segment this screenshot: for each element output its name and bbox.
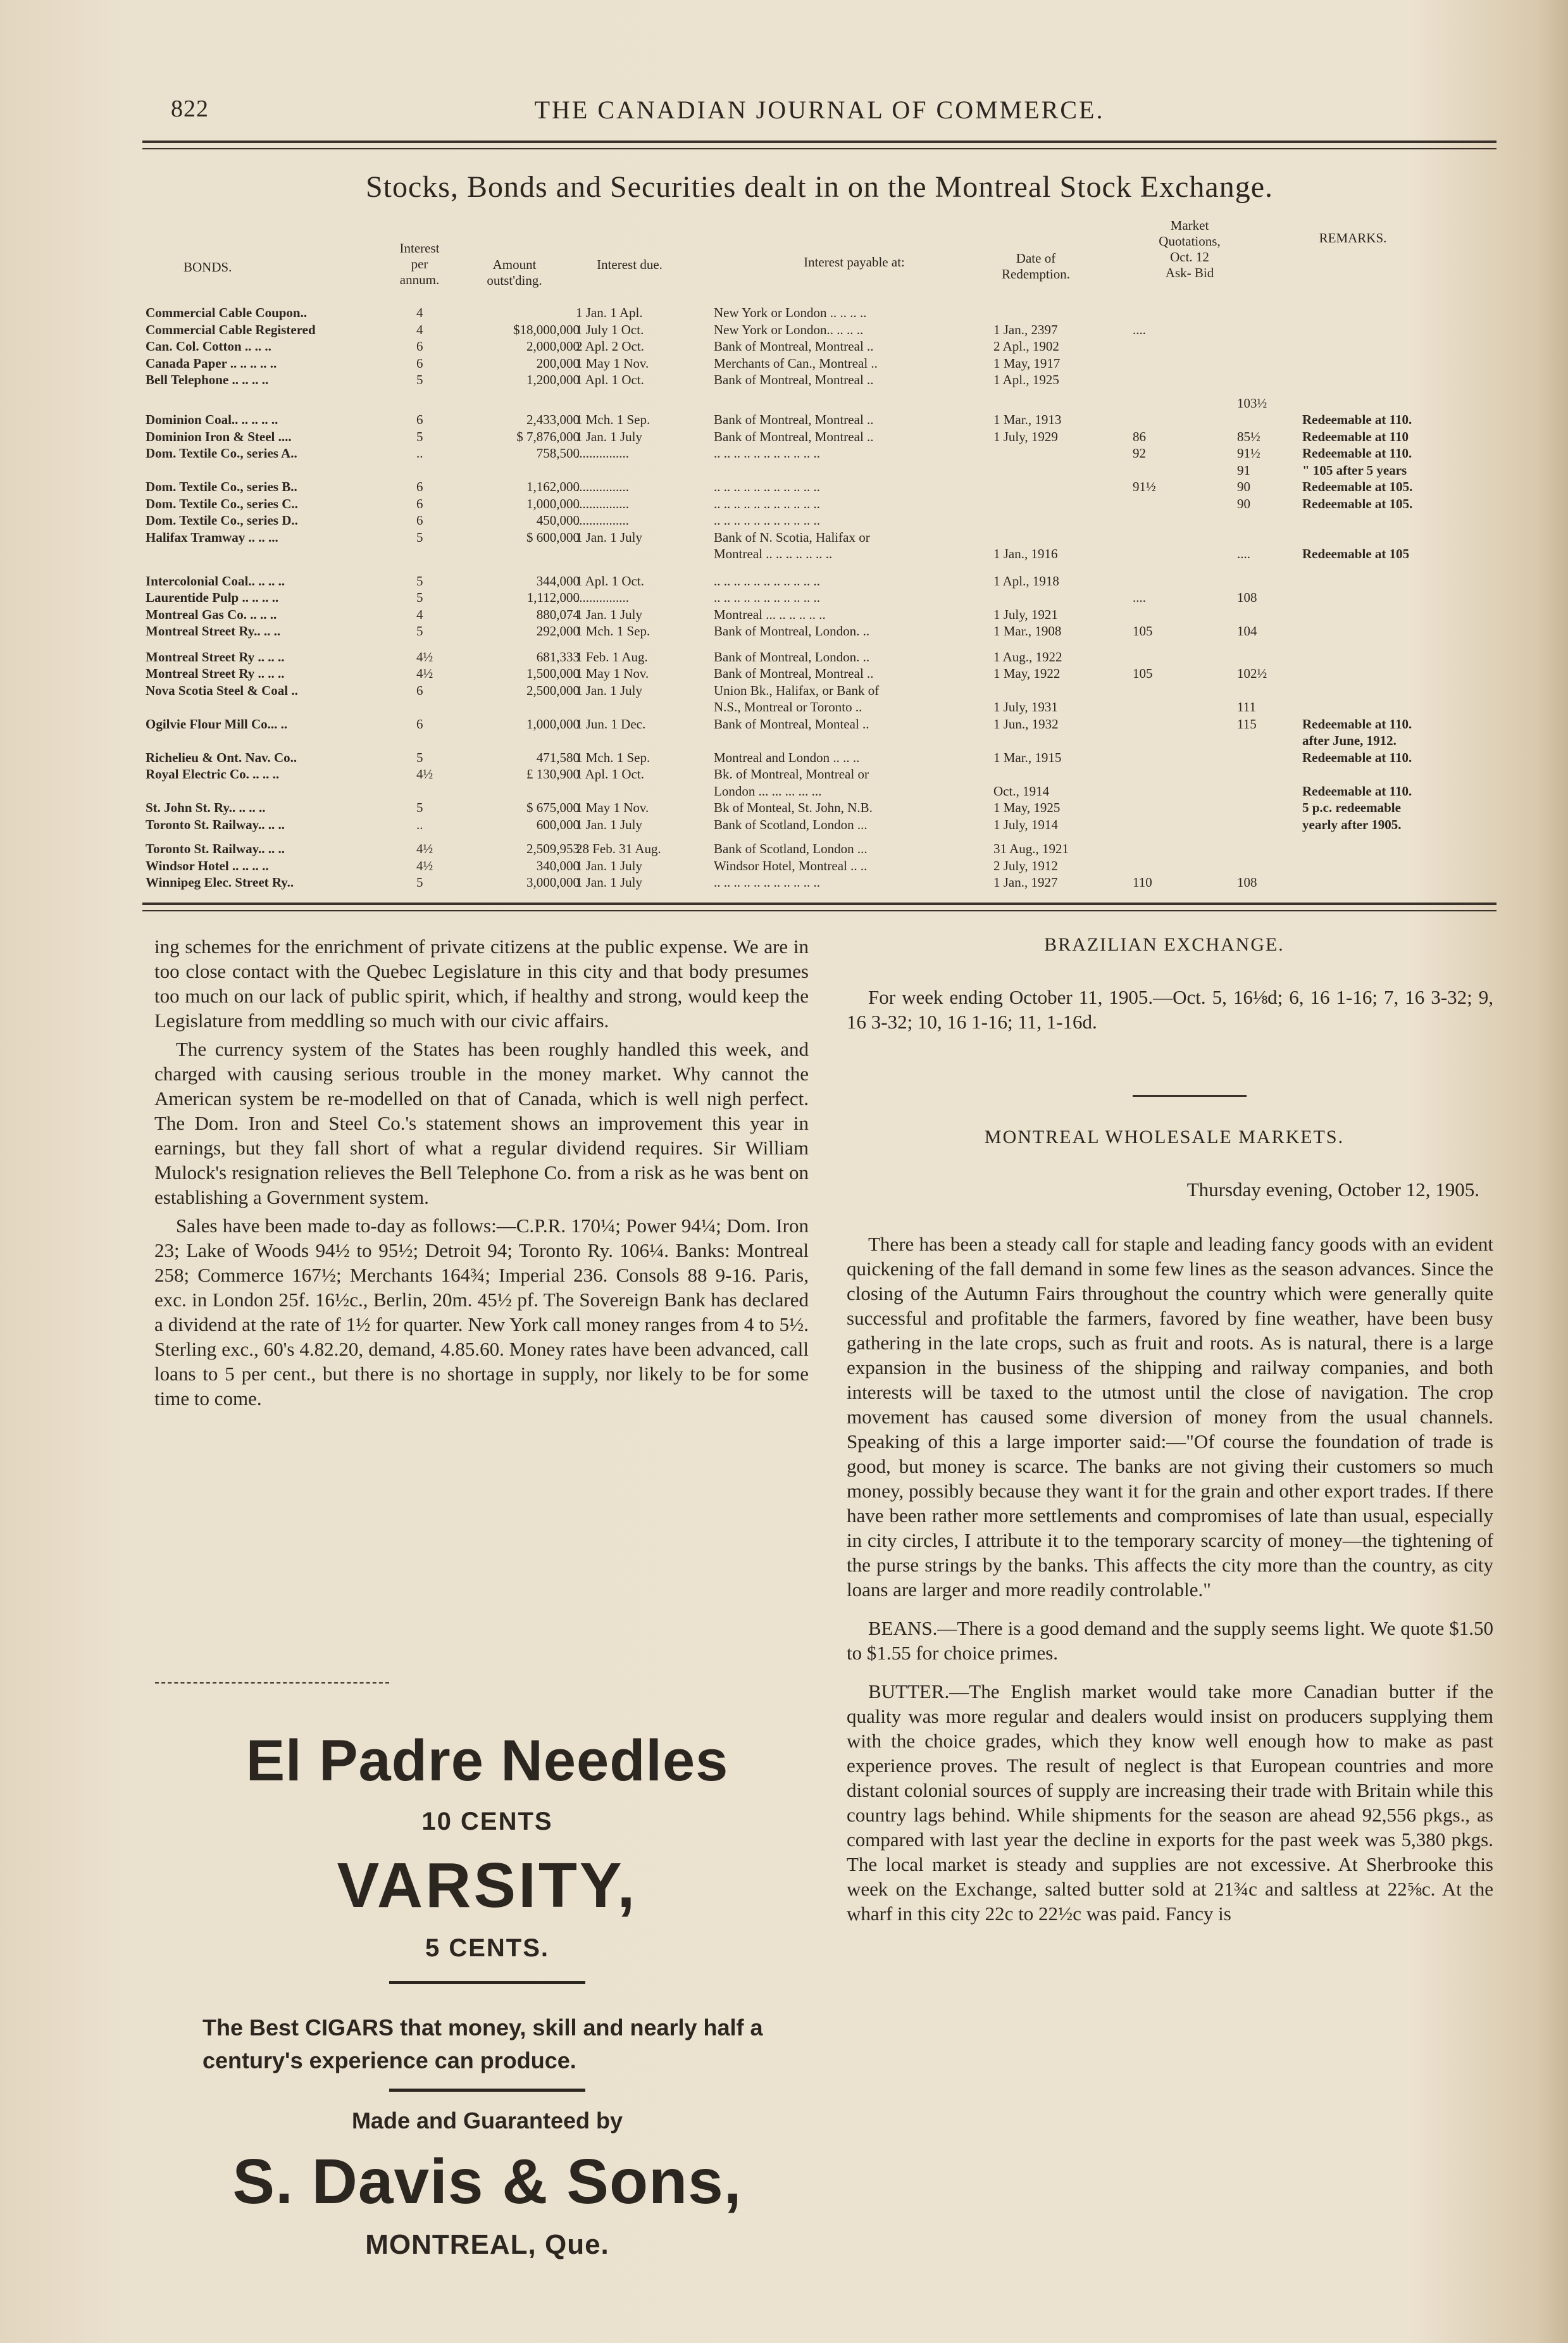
bond-interest-due: 1 Mch. 1 Sep. — [576, 749, 650, 765]
bond-payable-at: Bank of Montreal, Montreal .. — [714, 339, 874, 354]
bond-redemption: 1 Jun., 1932 — [993, 716, 1059, 732]
col-head-redemption-l2: Redemption. — [1002, 266, 1070, 282]
bond-name: Winnipeg Elec. Street Ry.. — [146, 875, 294, 890]
bond-name: Halifax Tramway .. .. ... — [146, 529, 278, 545]
bond-interest-due: 1 Mch. 1 Sep. — [576, 623, 650, 639]
bond-payable-at: London ... ... ... ... ... — [714, 783, 822, 799]
bond-interest: 5 — [416, 372, 423, 387]
bond-interest-due: 1 Apl. 1 Oct. — [576, 766, 644, 782]
bond-interest: 4 — [416, 606, 423, 622]
bond-name: Laurentide Pulp .. .. .. .. — [146, 590, 279, 605]
col-head-market-l1: Market — [1170, 218, 1209, 233]
brazilian-exchange-title: BRAZILIAN EXCHANGE. — [1044, 934, 1285, 955]
bond-name: Bell Telephone .. .. .. .. — [146, 372, 269, 387]
wholesale-markets-title: MONTREAL WHOLESALE MARKETS. — [984, 1127, 1345, 1147]
bond-payable-at: .. .. .. .. .. .. .. .. .. .. .. — [714, 573, 820, 589]
bond-remarks: Redeemable at 105. — [1302, 479, 1413, 494]
bond-redemption: 1 July, 1929 — [993, 428, 1058, 444]
col-head-payable: Interest payable at: — [804, 254, 905, 270]
bond-payable-at: .. .. .. .. .. .. .. .. .. .. .. — [714, 590, 820, 605]
bond-redemption: 1 July, 1914 — [993, 816, 1058, 832]
col-head-amount-l2: outst'ding. — [487, 273, 542, 288]
bond-ask: .... — [1133, 322, 1146, 337]
bond-interest: 6 — [416, 496, 423, 511]
table-row — [146, 800, 1500, 816]
bond-payable-at: .. .. .. .. .. .. .. .. .. .. .. — [714, 875, 820, 890]
table-row — [146, 496, 1500, 512]
bond-remarks: Redeemable at 110. — [1302, 412, 1412, 427]
table-row — [146, 750, 1500, 766]
bond-redemption: Oct., 1914 — [993, 783, 1050, 799]
bond-ask: 86 — [1133, 428, 1146, 444]
table-row — [146, 356, 1500, 372]
col-head-market-l2: Quotations, — [1159, 234, 1221, 249]
bond-name: Commercial Cable Coupon.. — [146, 305, 308, 320]
bond-payable-at: Bank of Scotland, London ... — [714, 841, 868, 856]
bond-name: Toronto St. Railway.. .. .. — [146, 841, 285, 856]
bond-amount: 200,000 — [536, 355, 580, 371]
header-rule — [142, 141, 1496, 149]
bond-bid: 104 — [1237, 623, 1257, 639]
bond-payable-at: Montreal ... .. .. .. .. .. — [714, 606, 826, 622]
ad-brand-el-padre: El Padre Needles — [246, 1728, 729, 1793]
bond-interest-due: 1 Jan. 1 July — [576, 816, 642, 832]
table-row — [146, 429, 1500, 445]
ad-tagline: The Best CIGARS that money, skill and nearly half a century's experience can produce. — [202, 2015, 763, 2073]
bond-interest: 6 — [416, 355, 423, 371]
bond-redemption: 1 Jan., 1927 — [993, 875, 1058, 890]
bond-amount: 3,000,000 — [526, 875, 580, 890]
bond-name: Dom. Textile Co., series A.. — [146, 446, 297, 461]
bond-redemption: 1 July, 1931 — [993, 699, 1058, 715]
bond-remarks: Redeemable at 110. — [1302, 446, 1412, 461]
bond-amount: 1,000,000 — [526, 496, 580, 511]
bond-interest: 4 — [416, 305, 423, 320]
col-head-interest-l3: annum. — [399, 272, 440, 287]
bond-payable-at: Bank of Montreal, Montreal .. — [714, 372, 874, 387]
table-row — [146, 766, 1500, 782]
bond-interest-due: 1 Feb. 1 Aug. — [576, 649, 648, 665]
bond-amount: 2,509,953 — [526, 841, 580, 856]
bond-name: Nova Scotia Steel & Coal .. — [146, 682, 298, 698]
bond-payable-at: .. .. .. .. .. .. .. .. .. .. .. — [714, 446, 820, 461]
bond-payable-at: Bank of Montreal, Montreal .. — [714, 412, 874, 427]
wholesale-markets-text — [847, 1232, 1493, 1930]
table-row — [146, 463, 1500, 478]
bond-amount: 2,000,000 — [526, 339, 580, 354]
col-head-remarks: REMARKS. — [1319, 230, 1387, 246]
bond-amount: 758,500 — [536, 446, 580, 461]
bond-interest-due: 1 Jan. 1 July — [576, 529, 642, 545]
bond-interest-due: 1 Apl. 1 Oct. — [576, 372, 644, 387]
bond-amount: 1,112,000 — [526, 590, 580, 605]
bond-name: Richelieu & Ont. Nav. Co.. — [146, 749, 297, 765]
bond-interest: 4½ — [416, 858, 433, 873]
table-row — [146, 446, 1500, 461]
bond-interest: 6 — [416, 412, 423, 427]
bond-interest-due: 28 Feb. 31 Aug. — [576, 841, 661, 856]
bond-remarks: Redeemable at 110. — [1302, 783, 1412, 799]
bond-ask: 110 — [1133, 875, 1152, 890]
bond-payable-at: N.S., Montreal or Toronto .. — [714, 699, 862, 715]
table-row — [146, 546, 1500, 562]
table-row — [146, 513, 1500, 528]
bond-remarks: after June, 1912. — [1302, 733, 1397, 748]
table-row — [146, 649, 1500, 665]
bond-amount: 344,000 — [536, 573, 580, 589]
left-paragraph-2: The currency system of the States has been roughly handled this week, and charged with causing serious trouble in the money market. Why cannot the American system be re-modelled on that of Canada, which is well nigh perfect. The Dom. Iron and Steel Co.'s statement shows an improvement this year in earnings, but they fall short of what a regular dividend requires. Sir William Mulock's resignation relieves the Bell Telephone Co. from a risk as he was bent on establishing a Government system. — [154, 1038, 809, 1208]
bond-interest: 5 — [416, 590, 423, 605]
bond-ask: 105 — [1133, 666, 1153, 681]
bond-ask: 92 — [1133, 446, 1146, 461]
bond-redemption: 1 Mar., 1913 — [993, 412, 1062, 427]
bond-amount: 1,200,000 — [526, 372, 580, 387]
table-row — [146, 623, 1500, 639]
table-row — [146, 573, 1500, 589]
bond-payable-at: .. .. .. .. .. .. .. .. .. .. .. — [714, 496, 820, 511]
bond-interest-due: 1 Mch. 1 Sep. — [576, 412, 650, 427]
bond-ask: .... — [1133, 590, 1146, 605]
bond-interest-due: 1 Jan. 1 July — [576, 858, 642, 873]
table-row — [146, 666, 1500, 682]
bond-interest: 5 — [416, 800, 423, 815]
bond-name: Ogilvie Flour Mill Co... .. — [146, 716, 288, 732]
bond-interest-due: 1 Jan. 1 July — [576, 428, 642, 444]
ad-price-1: 10 CENTS — [421, 1808, 553, 1835]
bond-amount: $ 675,000 — [526, 800, 580, 815]
bond-interest-due: 1 Jan. 1 July — [576, 682, 642, 698]
journal-title: THE CANADIAN JOURNAL OF COMMERCE. — [534, 96, 1105, 124]
bond-name: Can. Col. Cotton .. .. .. — [146, 339, 271, 354]
bond-payable-at: Montreal .. .. .. .. .. .. .. — [714, 546, 833, 561]
bond-name: Canada Paper .. .. .. .. .. — [146, 355, 277, 371]
bond-bid: 90 — [1237, 479, 1250, 494]
bond-name: Intercolonial Coal.. .. .. .. — [146, 573, 285, 589]
bond-payable-at: Montreal and London .. .. .. — [714, 749, 860, 765]
bond-interest-due: ................ — [576, 446, 629, 461]
table-row — [146, 305, 1500, 321]
bond-redemption: 2 July, 1912 — [993, 858, 1058, 873]
table-row — [146, 683, 1500, 699]
section-title: Stocks, Bonds and Securities dealt in on the Montreal Stock Exchange. — [365, 170, 1274, 204]
markets-paragraph-butter: BUTTER.—The English market would take more Canadian butter if the quality was more regular and dealers would insist on producers supplying them with the choice grades, which they know well enough how to make as past experience proves. The result of neglect is that European countries and more distant colonial sources of supply are increasing their trade with Britain while this country lags behind. While shipments for the season are ahead 92,556 pkgs., as compared with last year the decline in exports for the past week was 5,380 pkgs. The local market is steady and supplies are not excessive. At Sherbrooke this week on the Exchange, salted butter sold at 21¾c and saltless at 22⅝c. At the wharf in this city 22c to 22½c was paid. Fancy is — [847, 1680, 1493, 1925]
bond-interest-due: ................ — [576, 513, 629, 528]
ad-brand-varsity: VARSITY, — [337, 1850, 638, 1921]
bond-name: St. John St. Ry.. .. .. .. — [146, 800, 266, 815]
bond-name: Dom. Textile Co., series C.. — [146, 496, 298, 511]
bond-interest: 4½ — [416, 766, 433, 782]
col-head-bonds: BONDS. — [184, 259, 232, 275]
col-head-amount — [467, 257, 562, 289]
bond-remarks: Redeemable at 110. — [1302, 749, 1412, 765]
bond-payable-at: New York or London.. .. .. .. — [714, 322, 864, 337]
bond-bid: 108 — [1237, 590, 1257, 605]
bond-payable-at: Bank of Montreal, Monteal .. — [714, 716, 869, 732]
ad-maker: S. Davis & Sons, — [232, 2146, 742, 2217]
bond-name: Montreal Street Ry.. .. .. — [146, 623, 281, 639]
bond-redemption: 1 Apl., 1918 — [993, 573, 1059, 589]
bond-payable-at: Union Bk., Halifax, or Bank of — [714, 682, 880, 698]
table-row — [146, 339, 1500, 354]
brazilian-exchange-text — [847, 985, 1493, 1038]
bond-payable-at: Bank of Montreal, Montreal .. — [714, 428, 874, 444]
bond-interest: .. — [416, 816, 423, 832]
ad-city: MONTREAL, Que. — [365, 2229, 609, 2260]
bond-payable-at: Merchants of Can., Montreal .. — [714, 355, 878, 371]
bond-redemption: 1 May, 1917 — [993, 355, 1061, 371]
bond-interest: 5 — [416, 749, 423, 765]
col-head-amount-l1: Amount — [492, 257, 537, 272]
bond-remarks: Redeemable at 110. — [1302, 716, 1412, 732]
table-row — [146, 858, 1500, 874]
bond-amount: $ 600,000 — [526, 529, 580, 545]
bond-redemption: 1 Mar., 1908 — [993, 623, 1062, 639]
bond-interest: 5 — [416, 875, 423, 890]
bond-redemption: 1 Jan., 1916 — [993, 546, 1058, 561]
bond-bid: 85½ — [1237, 428, 1260, 444]
bond-bid: 108 — [1237, 875, 1257, 890]
bond-amount: 600,000 — [536, 816, 580, 832]
bond-interest: 4½ — [416, 841, 433, 856]
bond-amount: £ 130,900 — [526, 766, 580, 782]
bond-interest: 4½ — [416, 649, 433, 665]
bond-remarks: Redeemable at 105 — [1302, 546, 1410, 561]
bond-name: Montreal Gas Co. .. .. .. — [146, 606, 277, 622]
bond-interest-due: ................ — [576, 496, 629, 511]
bond-redemption: 1 Jan., 2397 — [993, 322, 1058, 337]
bond-bid: 103½ — [1237, 395, 1267, 411]
dateline: Thursday evening, October 12, 1905. — [1186, 1178, 1479, 1201]
col-head-interest-l1: Interest — [399, 241, 440, 256]
bond-interest-due: 1 May 1 Nov. — [576, 666, 649, 681]
bond-payable-at: .. .. .. .. .. .. .. .. .. .. .. — [714, 479, 820, 494]
bond-redemption: 1 Apl., 1925 — [993, 372, 1059, 387]
bond-interest-due: 1 Jan. 1 July — [576, 606, 642, 622]
table-row — [146, 817, 1500, 833]
bond-name: Toronto St. Railway.. .. .. — [146, 816, 285, 832]
ad-divider — [155, 1682, 389, 1684]
bond-name: Dom. Textile Co., series D.. — [146, 513, 298, 528]
bond-amount: 1,000,000 — [526, 716, 580, 732]
bond-interest: 5 — [416, 573, 423, 589]
bond-redemption: 2 Apl., 1902 — [993, 339, 1059, 354]
bond-payable-at: Bank of Scotland, London ... — [714, 816, 868, 832]
bond-interest-due: 1 July 1 Oct. — [576, 322, 644, 337]
bond-bid: 115 — [1237, 716, 1257, 732]
table-row — [146, 716, 1500, 732]
bond-amount: $ 7,876,000 — [516, 428, 580, 444]
bond-interest: 6 — [416, 513, 423, 528]
ad-made-by: Made and Guaranteed by — [351, 2108, 623, 2134]
ad-rule-1 — [389, 1981, 585, 1984]
markets-paragraph-beans: BEANS.—There is a good demand and the supply seems light. We quote $1.50 to $1.55 for choice primes. — [847, 1617, 1493, 1664]
bond-interest: 6 — [416, 716, 423, 732]
table-row — [146, 784, 1500, 799]
table-row — [146, 479, 1500, 495]
brazilian-paragraph: For week ending October 11, 1905.—Oct. 5, 16⅛d; 6, 16 1-16; 7, 16 3-32; 9, 16 3-32; 10, 16 1-16; 11, 1-16d. — [847, 986, 1493, 1033]
bond-interest: 6 — [416, 682, 423, 698]
bond-interest-due: 1 Apl. 1 Oct. — [576, 573, 644, 589]
bond-name: Commercial Cable Registered — [146, 322, 316, 337]
bond-bid: 102½ — [1237, 666, 1267, 681]
bond-interest-due: 1 May 1 Nov. — [576, 355, 649, 371]
bond-amount: $18,000,000 — [513, 322, 580, 337]
bond-interest: 6 — [416, 479, 423, 494]
bond-remarks: Redeemable at 110 — [1302, 428, 1409, 444]
left-paragraph-3: Sales have been made to-day as follows:—C.P.R. 170¼; Power 94¼; Dom. Iron 23; Lake of Woods 94½ to 95½; Detroit 94; Toronto Ry. 106¼. Banks: Montreal 258; Commerce 167½; Merchants 164¾; Imperial 236. Consols 88 9-16. Paris, exc. in London 25f. 16½c., Berlin, 20m. 45½ pf. The Sovereign Bank has declared a dividend at the rate of 1½ for quarter. New York call money ranges from 4 to 5½. Sterling exc., 60's 4.82.20, demand, 4.85.60. Money rates have been advanced, call loans to 5 per cent., but there is no shortage in supply, nor likely to be for some time to come. — [154, 1215, 809, 1409]
bond-name: Dominion Iron & Steel .... — [146, 428, 292, 444]
bond-remarks: " 105 after 5 years — [1302, 462, 1407, 478]
bond-amount: 2,500,000 — [526, 682, 580, 698]
col-head-interest — [391, 241, 448, 288]
bond-redemption: 1 May, 1925 — [993, 800, 1061, 815]
page-header — [146, 95, 1493, 133]
bond-interest-due: 2 Apl. 2 Oct. — [576, 339, 644, 354]
bond-interest: 5 — [416, 623, 423, 639]
bond-interest-due: ................ — [576, 590, 629, 605]
table-row — [146, 530, 1500, 546]
bond-redemption: 31 Aug., 1921 — [993, 841, 1069, 856]
bond-interest-due: ................ — [576, 479, 629, 494]
ad-price-2: 5 CENTS. — [425, 1934, 550, 1962]
bond-bid: .... — [1237, 546, 1250, 561]
col-head-market-l3: Oct. 12 — [1170, 249, 1209, 265]
bond-interest-due: 1 May 1 Nov. — [576, 800, 649, 815]
bond-name: Royal Electric Co. .. .. .. — [146, 766, 280, 782]
bond-name: Montreal Street Ry .. .. .. — [146, 666, 285, 681]
markets-paragraph-1: There has been a steady call for staple and leading fancy goods with an evident quickening of the fall demand in some few lines as the season advances. Since the closing of the Autumn Fairs throughout the country which were generally quite successful and profitable the farmers, favored by fine weather, have been busy gathering in the late crops, such as fruit and roots. As is natural, there is a large expansion in the business of the shipping and railway companies, and both interests will be taxed to the utmost until the close of navigation. The crop movement has caused some diversion of money from the usual channels. Speaking of this a large importer said:—"Of course the foundation of trade is good, but money is scarce. The banks are not giving their customers so much money, possibly because they want it for the grain and other export trades. If there have been rather more settlements and compromises of late than usual, especially in city circles, I attribute it to the temporary scarcity of money—the tightening of the purse strings by the banks. This affects the city more than the country, as city loans are larger and more readily controlable." — [847, 1233, 1493, 1601]
table-row — [146, 322, 1500, 338]
bond-payable-at: New York or London .. .. .. .. — [714, 305, 867, 320]
bond-interest: 4 — [416, 322, 423, 337]
table-row — [146, 607, 1500, 623]
bond-ask: 91½ — [1133, 479, 1156, 494]
bond-name: Montreal Street Ry .. .. .. — [146, 649, 285, 665]
bond-bid: 91½ — [1237, 446, 1260, 461]
bond-interest-due: 1 Jan. 1 Apl. — [576, 305, 643, 320]
bond-name: Dominion Coal.. .. .. .. .. — [146, 412, 278, 427]
bond-ask: 105 — [1133, 623, 1153, 639]
bond-interest: 4½ — [416, 666, 433, 681]
bond-bid: 111 — [1237, 699, 1256, 715]
bond-amount: 450,000 — [536, 513, 580, 528]
bond-payable-at: Bank of N. Scotia, Halifax or — [714, 529, 870, 545]
bond-interest-due: 1 Jan. 1 July — [576, 875, 642, 890]
bond-remarks: yearly after 1905. — [1302, 816, 1402, 832]
table-row — [146, 590, 1500, 606]
bond-payable-at: Bank of Montreal, London. .. — [714, 623, 870, 639]
bond-payable-at: Bk. of Montreal, Montreal or — [714, 766, 869, 782]
col-head-market-l4: Ask- Bid — [1165, 265, 1214, 280]
bond-payable-at: Windsor Hotel, Montreal .. .. — [714, 858, 868, 873]
col-head-due: Interest due. — [597, 257, 663, 272]
table-row — [146, 699, 1500, 715]
bond-interest-due: 1 Jun. 1 Dec. — [576, 716, 646, 732]
table-bottom-rule — [142, 903, 1496, 911]
col-head-redemption-l1: Date of — [1016, 251, 1056, 266]
bond-bid: 91 — [1237, 462, 1250, 478]
bond-payable-at: Bank of Montreal, London. .. — [714, 649, 870, 665]
bond-redemption: 1 May, 1922 — [993, 666, 1061, 681]
bond-redemption: 1 Aug., 1922 — [993, 649, 1062, 665]
bond-amount: 1,162,000 — [526, 479, 580, 494]
col-head-interest-l2: per — [411, 256, 428, 272]
col-head-market — [1139, 218, 1240, 281]
bond-amount: 292,000 — [536, 623, 580, 639]
bond-interest: .. — [416, 446, 423, 461]
bond-bid: 90 — [1237, 496, 1250, 511]
table-row — [146, 733, 1500, 749]
bond-remarks: Redeemable at 105. — [1302, 496, 1413, 511]
bond-amount: 471,580 — [536, 749, 580, 765]
bond-interest: 5 — [416, 529, 423, 545]
bond-amount: 681,333 — [536, 649, 580, 665]
bond-interest: 6 — [416, 339, 423, 354]
bond-payable-at: Bank of Montreal, Montreal .. — [714, 666, 874, 681]
bond-interest: 5 — [416, 428, 423, 444]
ad-rule-2 — [389, 2089, 585, 2092]
table-row — [146, 412, 1500, 428]
left-column — [154, 934, 809, 1415]
bond-payable-at: .. .. .. .. .. .. .. .. .. .. .. — [714, 513, 820, 528]
bond-name: Windsor Hotel .. .. .. .. — [146, 858, 269, 873]
bond-remarks: 5 p.c. redeemable — [1302, 800, 1401, 815]
left-paragraph-1: ing schemes for the enrichment of private citizens at the public expense. We are in too close contact with the Quebec Legislature in this city and that body presumes too much on our lack of public spirit, which, if healthy and strong, would keep the Legislature from meddling so much with our civic affairs. — [154, 935, 809, 1032]
bond-amount: 880,074 — [536, 606, 580, 622]
table-row — [146, 396, 1500, 411]
bond-name: Dom. Textile Co., series B.. — [146, 479, 297, 494]
bond-amount: 2,433,000 — [526, 412, 580, 427]
bond-amount: 340,000 — [536, 858, 580, 873]
section-divider — [1133, 1095, 1247, 1097]
table-row — [146, 372, 1500, 388]
bond-redemption: 1 Mar., 1915 — [993, 749, 1062, 765]
bond-payable-at: Bk of Monteal, St. John, N.B. — [714, 800, 873, 815]
page-number: 822 — [171, 96, 209, 122]
bond-amount: 1,500,000 — [526, 666, 580, 681]
col-head-redemption — [982, 251, 1090, 282]
table-row — [146, 841, 1500, 857]
bond-redemption: 1 July, 1921 — [993, 606, 1058, 622]
table-row — [146, 875, 1500, 890]
